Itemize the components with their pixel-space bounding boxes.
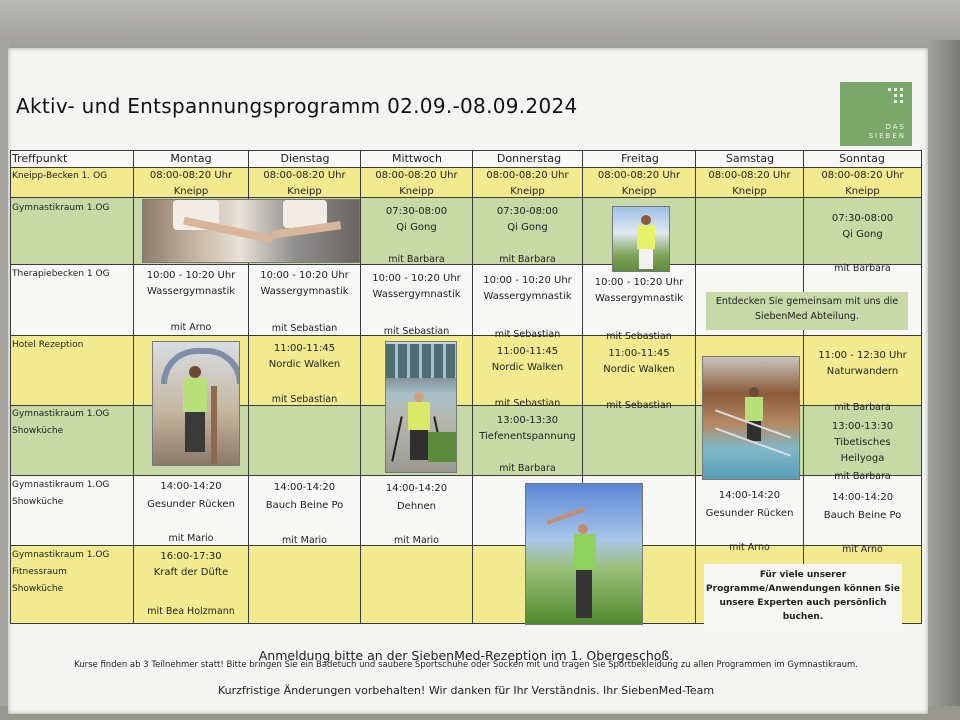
col-header-dienstag: Dienstag <box>280 152 330 165</box>
kneipp-samstag: 08:00-08:20 Uhr Kneipp <box>708 170 791 197</box>
col-header-freitag: Freitag <box>621 152 659 165</box>
footer-changes: Kurzfristige Änderungen vorbehalten! Wir danken für Ihr Verständnis. Ihr SiebenMed-Team <box>217 684 715 697</box>
col-header-mittwoch: Mittwoch <box>392 152 442 165</box>
row-label-rezeption: Hotel Rezeption <box>12 340 84 350</box>
row-label-line: Showküche <box>12 497 64 507</box>
kneipp-montag: 08:00-08:20 Uhr Kneipp <box>149 170 233 197</box>
row-label-line: Gymnastikraum 1.OG <box>12 409 110 419</box>
row-label-therapiebecken: Therapiebecken 1 OG <box>12 269 110 279</box>
heilyoga-sonntag: 13:00-13:30 Tibetisches Heilyoga mit Barbara <box>831 421 894 482</box>
row-label-line: Fitnessraum <box>12 567 67 577</box>
naturwandern-sonntag: 11:00 - 12:30 Uhr Naturwandern mit Barbara <box>818 350 907 413</box>
golf-trainer-photo <box>525 483 643 625</box>
bbp-sonntag: 14:00-14:20 Bauch Beine Po mit Arno <box>823 492 902 555</box>
nordic-walking-photo <box>385 341 457 473</box>
nordic-dienstag: 11:00-11:45 Nordic Walken mit Sebastian <box>268 343 341 405</box>
kneipp-feet-photo <box>142 199 360 263</box>
kneipp-sonntag: 08:00-08:20 Uhr Kneipp <box>821 170 904 197</box>
qigong-sonntag: 07:30-08:00 Qi Gong mit Barbara <box>831 213 894 274</box>
kraft-der-duefte-montag: 16:00-17:30 Kraft der Düfte mit Bea Holzmann <box>147 551 235 617</box>
experts-booking-note: Für viele unserer Programme/Anwendungen können Sie unsere Experten auch persönlich buchen. <box>704 564 902 632</box>
pool-trainer-photo <box>702 356 800 480</box>
row-label-line: Showküche <box>12 426 64 436</box>
ruecken-samstag: 14:00-14:20 Gesunder Rücken mit Arno <box>705 490 794 553</box>
wasser-dienstag: 10:00 - 10:20 Uhr Wassergymnastik mit Sebastian <box>260 270 349 334</box>
row-label-line: Gymnastikraum 1.OG <box>12 480 110 490</box>
col-header-samstag: Samstag <box>725 152 775 165</box>
frame-right <box>928 40 960 720</box>
row-label-line: Gymnastikraum 1.OG <box>12 550 110 560</box>
qigong-donnerstag: 07:30-08:00 Qi Gong mit Barbara <box>496 206 559 265</box>
wasser-freitag: 10:00 - 10:20 Uhr Wassergymnastik mit Sebastian <box>594 277 684 342</box>
row-label-gymnastik-showkueche <box>12 406 109 440</box>
col-header-treffpunkt: Treffpunkt <box>12 152 68 165</box>
wasser-donnerstag: 10:00 - 10:20 Uhr Wassergymnastik mit Sebastian <box>483 275 572 340</box>
logo-mark-icon <box>888 88 908 108</box>
dehnen-mittwoch: 14:00-14:20 Dehnen mit Mario <box>385 483 448 546</box>
row-label-fitness <box>12 547 109 598</box>
wasser-mittwoch: 10:00 - 10:20 Uhr Wassergymnastik mit Sebastian <box>372 273 461 337</box>
footer-registration: Anmeldung bitte an der SiebenMed-Rezeption im 1. Obergeschoß. <box>258 648 674 663</box>
siebenmed-info-note: Entdecken Sie gemeinsam mit uns die SiebenMed Abteilung. <box>706 292 908 330</box>
footer-course-info: Kurse finden ab 3 Teilnehmer statt! Bitte bringen Sie ein Badetuch und saubere Sportschuhe oder Socken mit und tragen Sie Sportbekleidung zu allen Programmen im Gymnastikraum. <box>74 660 858 670</box>
logo-text: DAS SIEBEN <box>868 123 906 140</box>
kneipp-donnerstag: 08:00-08:20 Uhr Kneipp <box>486 170 569 197</box>
bbp-dienstag: 14:00-14:20 Bauch Beine Po mit Mario <box>265 482 344 546</box>
row-label-line: Showküche <box>12 584 64 594</box>
kneipp-freitag: 08:00-08:20 Uhr Kneipp <box>597 170 681 197</box>
qigong-mittwoch: 07:30-08:00 Qi Gong mit Barbara <box>385 206 448 265</box>
tiefenentspannung-donnerstag: 13:00-13:30 Tiefenentspannung mit Barbara <box>479 415 576 474</box>
sieben-logo <box>840 82 912 146</box>
wasser-montag: 10:00 - 10:20 Uhr Wassergymnastik mit Arno <box>146 270 236 333</box>
row-label-gymnastikraum: Gymnastikraum 1.OG <box>12 203 110 213</box>
nordic-freitag: 11:00-11:45 Nordic Walken mit Sebastian <box>603 348 675 411</box>
kneipp-dienstag: 08:00-08:20 Uhr Kneipp <box>263 170 346 197</box>
col-header-sonntag: Sonntag <box>839 152 885 165</box>
kneipp-mittwoch: 08:00-08:20 Uhr Kneipp <box>375 170 458 197</box>
ruecken-montag: 14:00-14:20 Gesunder Rücken mit Mario <box>147 481 235 544</box>
frame-top <box>0 0 960 52</box>
page-title: Aktiv- und Entspannungsprogramm 02.09.-08.09.2024 <box>16 94 578 118</box>
row-label-kneipp: Kneipp-Becken 1. OG <box>12 171 108 181</box>
qigong-trainer-photo <box>612 206 670 272</box>
row-label-gymnastik-showkueche-2 <box>12 477 109 511</box>
col-header-montag: Montag <box>170 152 212 165</box>
nordic-donnerstag: 11:00-11:45 Nordic Walken mit Sebastian <box>491 346 564 409</box>
col-header-donnerstag: Donnerstag <box>496 152 562 165</box>
rezeption-trainer-photo <box>152 341 240 466</box>
